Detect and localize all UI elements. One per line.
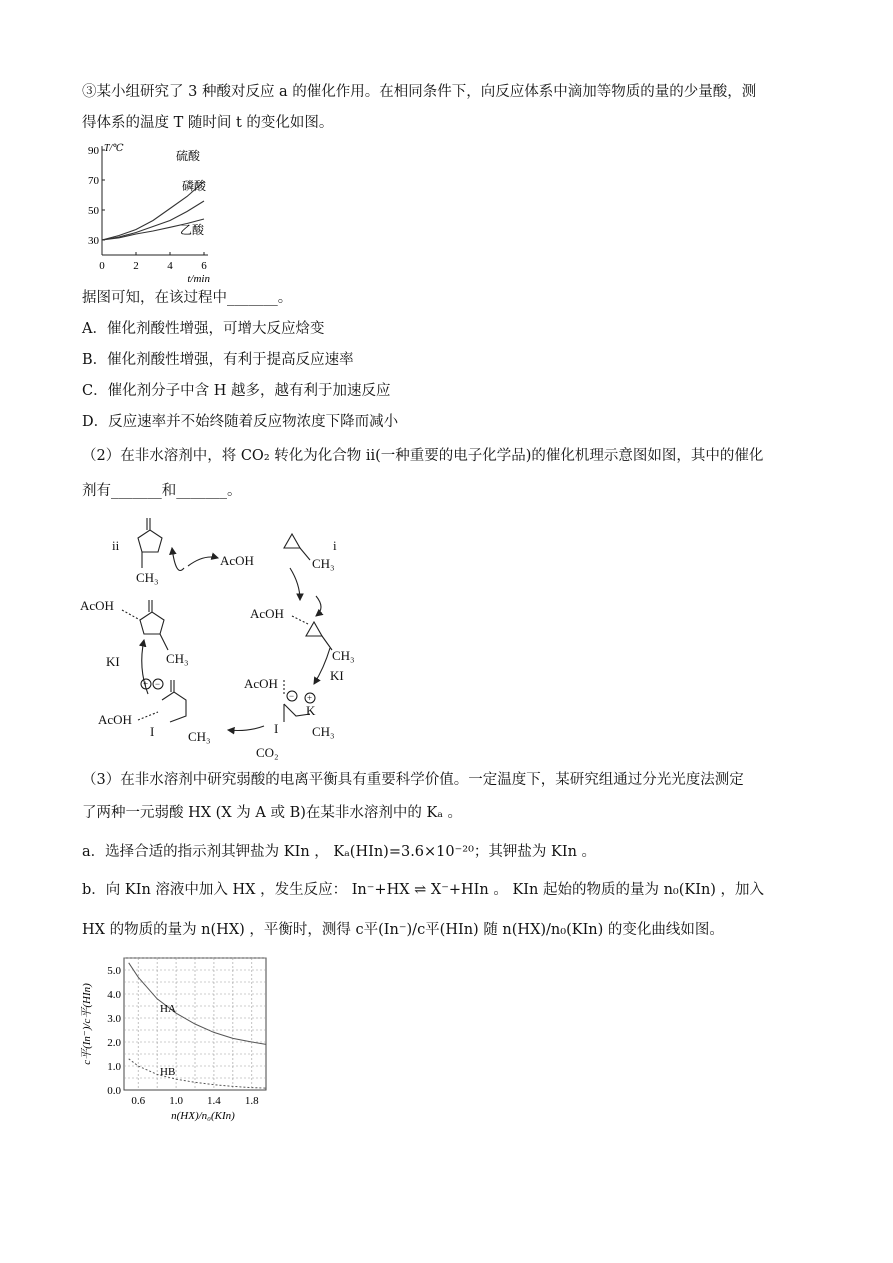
- y-tick-label: 30: [88, 235, 99, 247]
- x-tick-label: 2: [133, 260, 139, 272]
- q3b-line-b1: b．向 KIn 溶液中加入 HX ，发生反应： In⁻+HX ⇌ X⁻+HIn 。 KIn 起始的物质的量为 n₀(KIn) ，加入: [82, 882, 765, 898]
- q3b-line-a: a．选择合适的指示剂其钾盐为 KIn ， Kₐ(HIn)=3.6×10⁻²⁰；其钾盐为 KIn 。: [82, 844, 597, 860]
- q2-line1: （2）在非水溶剂中，将 CO₂ 转化为化合物 ii(一种重要的电子化学品)的催化机理示意图如图，其中的催化: [82, 448, 764, 464]
- option-b: B．催化剂酸性增强，有利于提高反应速率: [82, 352, 354, 368]
- ratio-chart: [76, 948, 281, 1128]
- y-axis-label: c平(In⁻)/c平(HIn): [81, 983, 93, 1065]
- x-tick-label: 1.0: [169, 1095, 183, 1107]
- label-i-bl: I: [150, 724, 155, 739]
- label-acoh-left: AcOH: [80, 598, 114, 613]
- label-i-bottom: I: [274, 721, 279, 736]
- label-k-bottom: K: [306, 703, 316, 718]
- label-ch3-left: CH₃: [166, 651, 189, 666]
- y-tick-label: 5.0: [107, 965, 121, 977]
- series-label: HA: [160, 1003, 176, 1015]
- series-label: 硫酸: [176, 149, 201, 163]
- x-axis-label: t/min: [187, 273, 210, 282]
- series-line-HA: [129, 963, 266, 1045]
- label-co2: CO₂: [256, 745, 279, 760]
- svg-text:+: +: [307, 693, 313, 703]
- y-tick-label: 0.0: [107, 1085, 121, 1097]
- y-tick-label: 1.0: [107, 1061, 121, 1073]
- y-tick-label: 3.0: [107, 1013, 121, 1025]
- label-ki-left: KI: [106, 654, 120, 669]
- series-label: 乙酸: [180, 223, 205, 237]
- x-tick-label: 1.4: [207, 1095, 221, 1107]
- svg-text:+: +: [143, 679, 149, 689]
- y-tick-label: 4.0: [107, 989, 121, 1001]
- option-a: A．催化剂酸性增强，可增大反应焓变: [82, 321, 325, 337]
- q3-intro-line1: ③某小组研究了 3 种酸对反应 a 的催化作用。在相同条件下，向反应体系中滴加等物质的量的少量酸，测: [82, 84, 757, 100]
- label-ch3-bottom: CH₃: [312, 724, 335, 739]
- q3b-line1: （3）在非水溶剂中研究弱酸的电离平衡具有重要科学价值。一定温度下，某研究组通过分光光度法测定: [82, 772, 744, 788]
- y-tick-label: 50: [88, 205, 99, 217]
- q3-question: 据图可知，在该过程中_______。: [82, 290, 293, 306]
- q3-intro-line2: 得体系的温度 T 随时间 t 的变化如图。: [82, 115, 334, 131]
- catalytic-mechanism-diagram: [78, 508, 368, 763]
- option-d: D．反应速率并不始终随着反应物浓度下降而减小: [82, 414, 399, 430]
- label-ch3-right: CH₃: [332, 648, 355, 663]
- label-ii: ii: [112, 538, 120, 553]
- q2-line2: 剂有_______和_______。: [82, 483, 242, 499]
- y-tick-label: 2.0: [107, 1037, 121, 1049]
- x-tick-label: 0: [99, 260, 105, 272]
- option-c: C．催化剂分子中含 H 越多，越有利于加速反应: [82, 383, 391, 399]
- x-tick-label: 4: [167, 260, 173, 272]
- label-acoh-bottom: AcOH: [244, 676, 278, 691]
- svg-text:−: −: [155, 679, 161, 689]
- temperature-time-chart: [76, 140, 226, 282]
- label-i: i: [333, 538, 337, 553]
- series-line-HB: [129, 1059, 266, 1088]
- label-ch3-bl: CH₃: [188, 729, 211, 744]
- x-tick-label: 6: [201, 260, 207, 272]
- label-ch3-i: CH₃: [312, 556, 335, 571]
- label-acoh-bl: AcOH: [98, 712, 132, 727]
- x-tick-label: 1.8: [244, 1095, 259, 1107]
- y-tick-label: 90: [88, 145, 99, 157]
- y-axis-label: T/℃: [104, 143, 124, 154]
- series-label: 磷酸: [182, 179, 207, 193]
- label-acoh-right: AcOH: [250, 606, 284, 621]
- x-axis-label: n(HX)/n₀(KIn): [171, 1110, 235, 1122]
- x-tick-label: 0.6: [131, 1095, 146, 1107]
- label-ch3-ii: CH₃: [136, 570, 159, 585]
- series-label: HB: [160, 1066, 176, 1078]
- q3b-line-b2: HX 的物质的量为 n(HX) ，平衡时，测得 c平(In⁻)/c平(HIn) 随 n(HX)/n₀(KIn) 的变化曲线如图。: [82, 922, 724, 938]
- label-acoh-top: AcOH: [220, 553, 254, 568]
- q3b-line2: 了两种一元弱酸 HX (X 为 A 或 B)在某非水溶剂中的 Kₐ 。: [82, 805, 463, 821]
- label-ki-right: KI: [330, 668, 344, 683]
- svg-text:−: −: [289, 691, 295, 701]
- y-tick-label: 70: [88, 175, 99, 187]
